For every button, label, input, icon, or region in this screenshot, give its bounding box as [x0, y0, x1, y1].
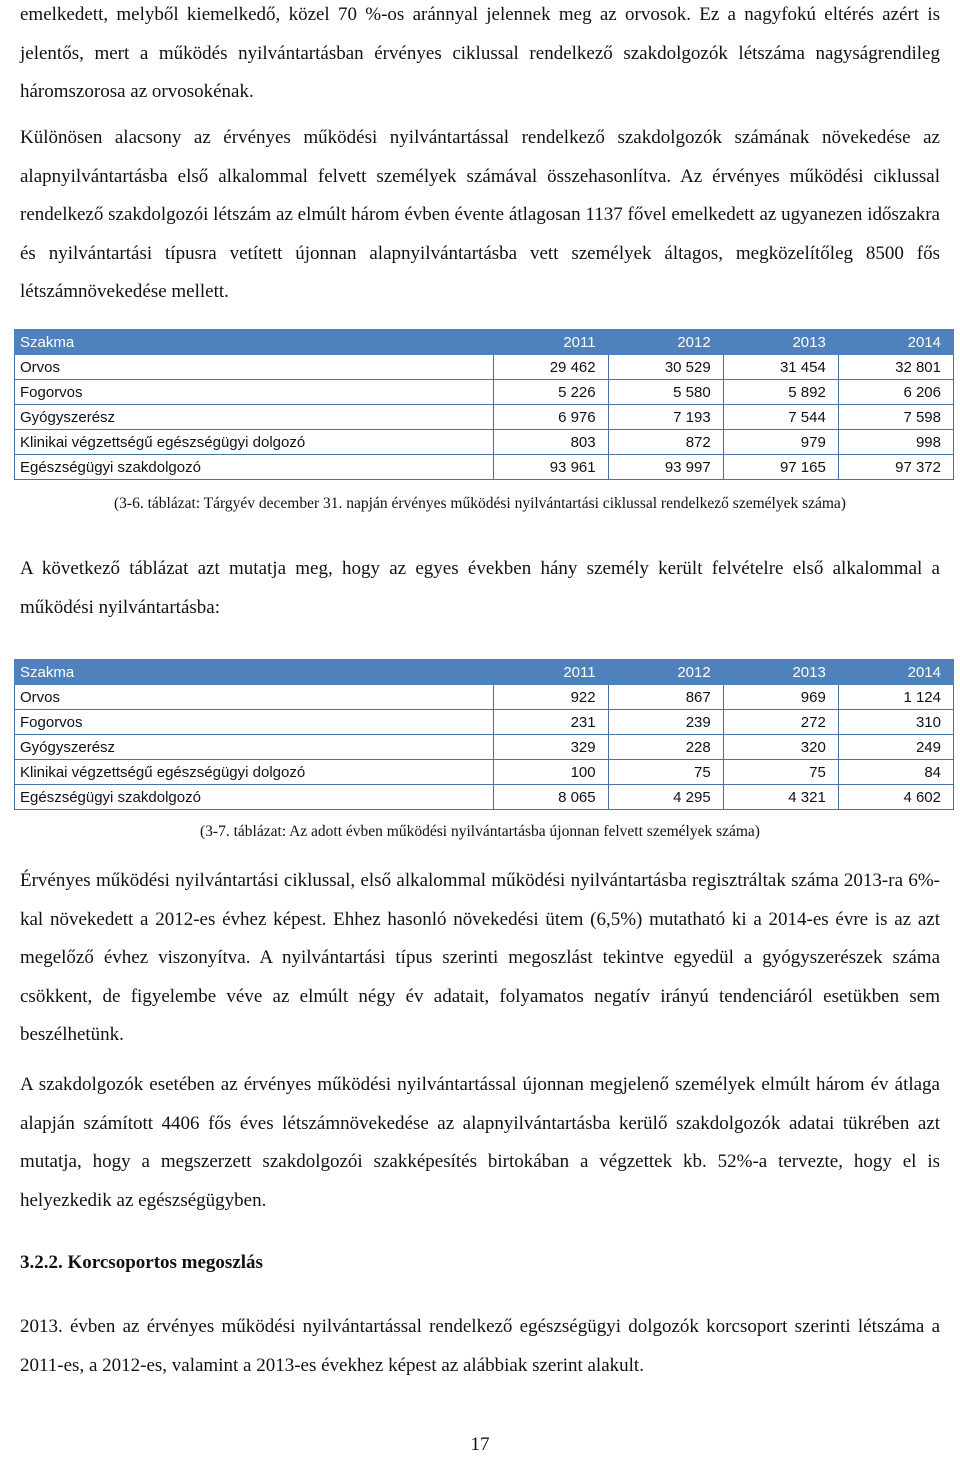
table-row	[15, 735, 954, 760]
table-cell: 4 295	[608, 785, 723, 810]
table-cell: Orvos	[15, 685, 494, 710]
table-row	[15, 405, 954, 430]
table-cell: 29 462	[493, 355, 608, 380]
table-cell: 803	[493, 430, 608, 455]
paragraph-6: 2013. évben az érvényes működési nyilvántartással rendelkező egészségügyi dolgozók korcsoport szerinti létszáma a 2011-es, a 2012-es, valamint a 2013-es évekhez képest az alábbiak szerint alakult.	[20, 1316, 940, 1376]
table-3-7	[14, 659, 954, 810]
table-cell: Egészségügyi szakdolgozó	[15, 455, 494, 480]
table-header-row	[15, 660, 954, 685]
table-cell: 97 372	[838, 455, 953, 480]
table-row	[15, 430, 954, 455]
table-cell: Egészségügyi szakdolgozó	[15, 785, 494, 810]
table-cell: 100	[493, 760, 608, 785]
table-cell: 7 598	[838, 405, 953, 430]
table-cell: 872	[608, 430, 723, 455]
table-row	[15, 685, 954, 710]
header-cell: Szakma	[15, 330, 494, 355]
table-row	[15, 455, 954, 480]
header-cell: 2014	[838, 330, 953, 355]
table-cell: Gyógyszerész	[15, 735, 494, 760]
header-cell: 2014	[838, 660, 953, 685]
table-cell: 97 165	[723, 455, 838, 480]
table-cell: 867	[608, 685, 723, 710]
header-cell: 2013	[723, 330, 838, 355]
header-cell: 2011	[493, 660, 608, 685]
table-cell: 998	[838, 430, 953, 455]
table-cell: 84	[838, 760, 953, 785]
table-cell: 239	[608, 710, 723, 735]
table-cell: 6 976	[493, 405, 608, 430]
table-cell: 231	[493, 710, 608, 735]
table-row	[15, 785, 954, 810]
table-cell: 5 580	[608, 380, 723, 405]
table-cell: 272	[723, 710, 838, 735]
table-cell: 310	[838, 710, 953, 735]
table-caption: (3-7. táblázat: Az adott évben működési nyilvántartásba újonnan felvett személyek száma)	[200, 823, 760, 840]
header-cell: 2011	[493, 330, 608, 355]
page-number: 17	[470, 1434, 490, 1455]
table-cell: 7 544	[723, 405, 838, 430]
header-cell: Szakma	[15, 660, 494, 685]
table-cell: 249	[838, 735, 953, 760]
paragraph-2: Különösen alacsony az érvényes működési nyilvántartással rendelkező szakdolgozók számának növekedése az alapnyilvántartásba első alkalommal felvett személyek számával összehasonlítva. Az érvényes működési ciklussal rendelkező szakdolgozói létszám az elmúlt három évben évente átlagosan 1137 fővel emelkedett az ugyanezen időszakra és nyilvántartási típusra vetített újonnan alapnyilvántartásba vett személyek áltagos, megközelítőleg 8500 fős létszámnövekedése mellett.	[20, 127, 940, 302]
table-cell: 969	[723, 685, 838, 710]
table-cell: 320	[723, 735, 838, 760]
paragraph-4: Érvényes működési nyilvántartási ciklussal, első alkalommal működési nyilvántartásba regisztráltak száma 2013-ra 6%-kal növekedett a 2012-es évhez képest. Ehhez hasonló növekedési ütem (6,5%) mutatható ki a 2014-es évre is az azt megelőző évhez viszonyítva. A nyilvántartási típus szerinti megoszlást tekintve egyedül a gyógyszerészek száma csökkent, de figyelembe véve az elmúlt négy év adatait, folyamatos negatív irányú tendenciáról esetükben sem beszélhetünk.	[20, 870, 940, 1045]
table-cell: 31 454	[723, 355, 838, 380]
table-cell: 228	[608, 735, 723, 760]
table-row	[15, 355, 954, 380]
table-row	[15, 380, 954, 405]
table-cell: 979	[723, 430, 838, 455]
table-3-6	[14, 329, 954, 480]
header-cell: 2013	[723, 660, 838, 685]
table-cell: 5 892	[723, 380, 838, 405]
table-cell: 75	[608, 760, 723, 785]
paragraph-5: A szakdolgozók esetében az érvényes működési nyilvántartással újonnan megjelenő személyek elmúlt három év átlaga alapján számított 4406 fős éves létszámnövekedése az alapnyilvántartásba kerülő szakdolgozók adatai tükrében azt mutatja, hogy a megszerzett szakdolgozói szakképesítés birtokában a végzettek kb. 52%-a tervezte, hogy el is helyezkedik az egészségügyben.	[20, 1074, 940, 1211]
table-cell: 75	[723, 760, 838, 785]
table-cell: Orvos	[15, 355, 494, 380]
table-cell: 30 529	[608, 355, 723, 380]
table-header-row	[15, 330, 954, 355]
section-heading: 3.2.2. Korcsoportos megoszlás	[20, 1252, 263, 1273]
header-cell: 2012	[608, 330, 723, 355]
table-caption: (3-6. táblázat: Tárgyév december 31. napján érvényes működési nyilvántartási ciklussal rendelkező személyek száma)	[114, 495, 846, 512]
table-cell: 1 124	[838, 685, 953, 710]
table-cell: 922	[493, 685, 608, 710]
table-row	[15, 760, 954, 785]
table-cell: Fogorvos	[15, 380, 494, 405]
paragraph-3: A következő táblázat azt mutatja meg, hogy az egyes években hány személy került felvételre első alkalommal a működési nyilvántartásba:	[20, 558, 940, 618]
table-cell: Klinikai végzettségű egészségügyi dolgozó	[15, 760, 494, 785]
table-cell: 32 801	[838, 355, 953, 380]
table-cell: 93 997	[608, 455, 723, 480]
table-cell: 6 206	[838, 380, 953, 405]
table-cell: 4 602	[838, 785, 953, 810]
paragraph-1: emelkedett, melyből kiemelkedő, közel 70 %-os aránnyal jelennek meg az orvosok. Ez a nagyfokú eltérés azért is jelentős, mert a működés nyilvántartásban érvényes ciklussal rendelkező szakdolgozók létszáma nagyságrendileg háromszorosa az orvosokénak.	[20, 4, 940, 102]
table-cell: 4 321	[723, 785, 838, 810]
table-cell: 7 193	[608, 405, 723, 430]
table-cell: 329	[493, 735, 608, 760]
table-cell: Gyógyszerész	[15, 405, 494, 430]
table-row	[15, 710, 954, 735]
table-cell: 5 226	[493, 380, 608, 405]
table-cell: 93 961	[493, 455, 608, 480]
table-cell: 8 065	[493, 785, 608, 810]
header-cell: 2012	[608, 660, 723, 685]
table-cell: Fogorvos	[15, 710, 494, 735]
table-cell: Klinikai végzettségű egészségügyi dolgozó	[15, 430, 494, 455]
